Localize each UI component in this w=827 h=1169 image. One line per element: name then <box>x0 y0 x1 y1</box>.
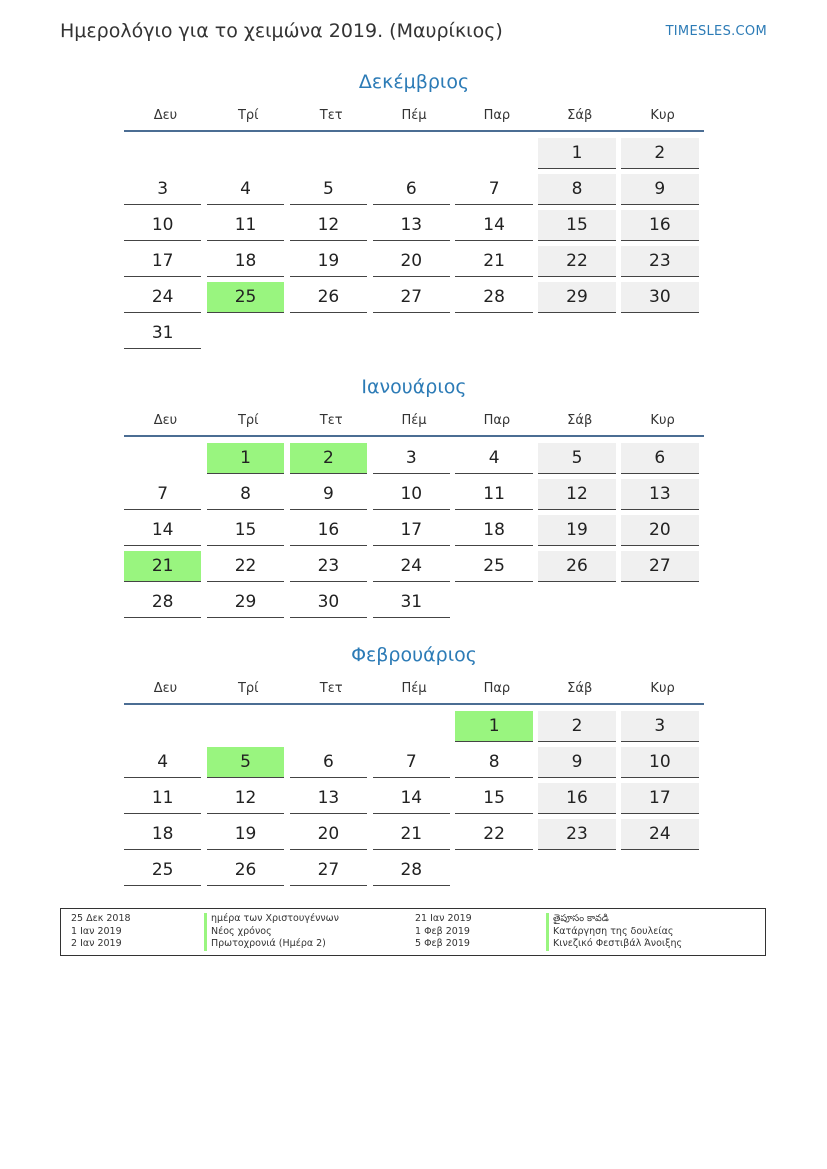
day-cell: 23 <box>621 246 698 277</box>
day-cell: 7 <box>455 174 532 205</box>
empty-day-cell <box>124 138 201 169</box>
day-cell: 2 <box>621 138 698 169</box>
legend-date: 1 Φεβ 2019 <box>415 925 470 937</box>
week-row <box>124 855 704 891</box>
day-cell: 26 <box>290 282 367 313</box>
day-cell: 30 <box>290 587 367 618</box>
day-cell: 17 <box>621 783 698 814</box>
day-cell: 6 <box>290 747 367 778</box>
page-title: Ημερολόγιο για το χειμώνα 2019. (Μαυρίκιος) <box>60 20 503 42</box>
legend-left-dates <box>71 913 131 951</box>
day-cell: 18 <box>124 819 201 850</box>
week-row <box>124 747 704 783</box>
weekday-header <box>124 108 704 132</box>
day-cell: 26 <box>538 551 615 582</box>
day-cell: 15 <box>455 783 532 814</box>
weekday-label: Τρί <box>237 681 259 696</box>
month-name: Φεβρουάριος <box>351 644 477 666</box>
empty-day-cell <box>207 318 284 349</box>
weekday-label: Τρί <box>237 108 259 123</box>
legend-date: 21 Ιαν 2019 <box>415 913 472 924</box>
day-cell: 21 <box>455 246 532 277</box>
day-cell: 2 <box>538 711 615 742</box>
day-cell: 28 <box>124 587 201 618</box>
day-cell: 3 <box>621 711 698 742</box>
day-cell: 24 <box>373 551 450 582</box>
day-cell: 8 <box>538 174 615 205</box>
week-row <box>124 318 704 354</box>
weekday-label: Παρ <box>483 413 511 428</box>
week-row <box>124 138 704 174</box>
empty-day-cell <box>538 587 615 618</box>
day-cell: 10 <box>373 479 450 510</box>
day-cell: 12 <box>538 479 615 510</box>
day-cell: 3 <box>373 443 450 474</box>
day-cell: 9 <box>290 479 367 510</box>
day-cell: 11 <box>124 783 201 814</box>
day-cell: 28 <box>455 282 532 313</box>
holiday-day-cell: 1 <box>207 443 284 474</box>
day-cell: 16 <box>538 783 615 814</box>
day-cell: 21 <box>373 819 450 850</box>
holiday-day-cell: 21 <box>124 551 201 582</box>
empty-day-cell <box>373 318 450 349</box>
day-cell: 4 <box>455 443 532 474</box>
day-cell: 10 <box>621 747 698 778</box>
day-cell: 6 <box>621 443 698 474</box>
day-cell: 13 <box>290 783 367 814</box>
week-row <box>124 282 704 318</box>
day-cell: 14 <box>373 783 450 814</box>
empty-day-cell <box>455 855 532 886</box>
legend-left-names <box>204 913 339 951</box>
day-cell: 9 <box>621 174 698 205</box>
day-cell: 14 <box>124 515 201 546</box>
empty-day-cell <box>621 318 698 349</box>
empty-day-cell <box>290 711 367 742</box>
week-row <box>124 551 704 587</box>
day-cell: 18 <box>207 246 284 277</box>
week-row <box>124 783 704 819</box>
weekday-label: Πέμ <box>401 681 427 696</box>
day-cell: 19 <box>207 819 284 850</box>
holiday-day-cell: 25 <box>207 282 284 313</box>
day-cell: 5 <box>290 174 367 205</box>
day-cell: 27 <box>621 551 698 582</box>
day-cell: 26 <box>207 855 284 886</box>
day-cell: 16 <box>621 210 698 241</box>
legend-date: 2 Ιαν 2019 <box>71 938 122 949</box>
day-grid <box>124 711 704 891</box>
empty-day-cell <box>124 711 201 742</box>
weekday-label: Τετ <box>319 681 343 696</box>
weekday-label: Τετ <box>319 108 343 123</box>
legend-right-dates <box>415 913 472 951</box>
holiday-day-cell: 5 <box>207 747 284 778</box>
legend-holiday-name: ημέρα των Χριστουγέννων <box>204 913 339 926</box>
day-cell: 22 <box>538 246 615 277</box>
day-cell: 15 <box>207 515 284 546</box>
week-row <box>124 819 704 855</box>
day-cell: 20 <box>621 515 698 546</box>
day-cell: 1 <box>538 138 615 169</box>
weekday-label: Σάβ <box>567 108 593 123</box>
site-link[interactable]: TIMESLES.COM <box>665 24 767 39</box>
day-cell: 14 <box>455 210 532 241</box>
weekday-label: Πέμ <box>401 108 427 123</box>
legend-right-names <box>546 913 682 951</box>
day-grid <box>124 138 704 354</box>
weekday-label: Τετ <box>319 413 343 428</box>
weekday-label: Πέμ <box>401 413 427 428</box>
week-row <box>124 711 704 747</box>
day-cell: 5 <box>538 443 615 474</box>
legend-holiday-name: Κινεζικό Φεστιβάλ Άνοιξης <box>546 938 682 951</box>
day-cell: 31 <box>373 587 450 618</box>
legend-date: 5 Φεβ 2019 <box>415 938 470 949</box>
day-cell: 22 <box>207 551 284 582</box>
legend-holiday-name: తైపూసం కావడి <box>546 913 682 926</box>
day-cell: 11 <box>207 210 284 241</box>
day-cell: 13 <box>373 210 450 241</box>
day-cell: 12 <box>207 783 284 814</box>
holiday-day-cell: 2 <box>290 443 367 474</box>
day-cell: 13 <box>621 479 698 510</box>
legend-date: 25 Δεκ 2018 <box>71 913 131 924</box>
month-block <box>124 643 704 891</box>
day-cell: 29 <box>538 282 615 313</box>
weekday-label: Παρ <box>483 108 511 123</box>
weekday-label: Δευ <box>153 413 178 428</box>
day-cell: 7 <box>373 747 450 778</box>
weekday-label: Σάβ <box>567 413 593 428</box>
legend-holiday-name: Νέος χρόνος <box>204 926 339 939</box>
empty-day-cell <box>455 318 532 349</box>
day-cell: 23 <box>538 819 615 850</box>
week-row <box>124 174 704 210</box>
day-cell: 29 <box>207 587 284 618</box>
day-cell: 12 <box>290 210 367 241</box>
week-row <box>124 479 704 515</box>
day-cell: 25 <box>455 551 532 582</box>
empty-day-cell <box>538 318 615 349</box>
day-cell: 19 <box>538 515 615 546</box>
month-name: Δεκέμβριος <box>358 71 470 93</box>
day-cell: 30 <box>621 282 698 313</box>
day-cell: 24 <box>124 282 201 313</box>
week-row <box>124 443 704 479</box>
week-row <box>124 515 704 551</box>
empty-day-cell <box>621 855 698 886</box>
weekday-label: Δευ <box>153 108 178 123</box>
weekday-label: Τρί <box>237 413 259 428</box>
empty-day-cell <box>373 138 450 169</box>
empty-day-cell <box>455 138 532 169</box>
day-cell: 4 <box>124 747 201 778</box>
day-cell: 19 <box>290 246 367 277</box>
empty-day-cell <box>621 587 698 618</box>
empty-day-cell <box>455 587 532 618</box>
day-cell: 17 <box>124 246 201 277</box>
empty-day-cell <box>373 711 450 742</box>
weekday-label: Σάβ <box>567 681 593 696</box>
day-cell: 9 <box>538 747 615 778</box>
legend-holiday-name: Πρωτοχρονιά (Ημέρα 2) <box>204 938 339 951</box>
legend-date: 1 Ιαν 2019 <box>71 925 122 937</box>
weekday-label: Κυρ <box>650 681 675 696</box>
day-cell: 28 <box>373 855 450 886</box>
day-cell: 17 <box>373 515 450 546</box>
weekday-header <box>124 413 704 437</box>
week-row <box>124 210 704 246</box>
day-cell: 25 <box>124 855 201 886</box>
day-grid <box>124 443 704 623</box>
day-cell: 7 <box>124 479 201 510</box>
weekday-header <box>124 681 704 705</box>
day-cell: 10 <box>124 210 201 241</box>
empty-day-cell <box>207 711 284 742</box>
week-row <box>124 587 704 623</box>
day-cell: 11 <box>455 479 532 510</box>
week-row <box>124 246 704 282</box>
day-cell: 20 <box>373 246 450 277</box>
day-cell: 27 <box>373 282 450 313</box>
weekday-label: Κυρ <box>650 108 675 123</box>
holiday-legend <box>60 908 766 956</box>
empty-day-cell <box>290 318 367 349</box>
weekday-label: Παρ <box>483 681 511 696</box>
day-cell: 3 <box>124 174 201 205</box>
empty-day-cell <box>538 855 615 886</box>
day-cell: 16 <box>290 515 367 546</box>
weekday-label: Δευ <box>153 681 178 696</box>
day-cell: 20 <box>290 819 367 850</box>
month-block <box>124 70 704 354</box>
day-cell: 15 <box>538 210 615 241</box>
empty-day-cell <box>207 138 284 169</box>
day-cell: 24 <box>621 819 698 850</box>
day-cell: 18 <box>455 515 532 546</box>
day-cell: 31 <box>124 318 201 349</box>
holiday-day-cell: 1 <box>455 711 532 742</box>
day-cell: 4 <box>207 174 284 205</box>
day-cell: 6 <box>373 174 450 205</box>
day-cell: 8 <box>207 479 284 510</box>
day-cell: 8 <box>455 747 532 778</box>
weekday-label: Κυρ <box>650 413 675 428</box>
legend-holiday-name: Κατάργηση της δουλείας <box>546 926 682 939</box>
empty-day-cell <box>124 443 201 474</box>
day-cell: 27 <box>290 855 367 886</box>
day-cell: 22 <box>455 819 532 850</box>
month-block <box>124 375 704 623</box>
empty-day-cell <box>290 138 367 169</box>
day-cell: 23 <box>290 551 367 582</box>
month-name: Ιανουάριος <box>361 376 467 398</box>
